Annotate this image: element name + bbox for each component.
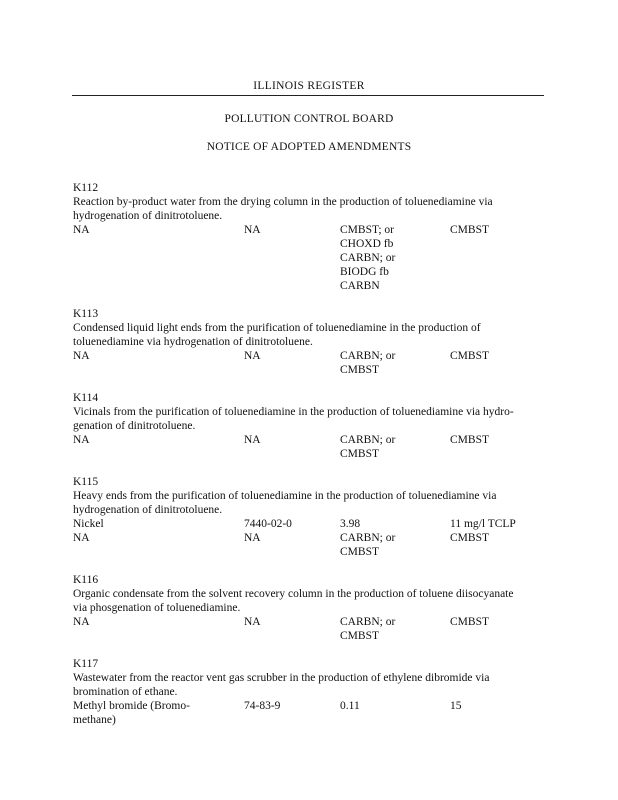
- constituent-row: [73, 615, 543, 643]
- constituent-name-line: NA: [73, 616, 90, 628]
- waste-description-line: Wastewater from the reactor vent gas scrubber in the production of ethylene dibromide via: [73, 672, 490, 684]
- constituent-name: [73, 433, 244, 461]
- cas-number-line: NA: [244, 224, 261, 236]
- constituent-row: [73, 433, 543, 461]
- wastewater-standard: [340, 517, 450, 531]
- wastewater-standard-line: CMBST: [340, 630, 379, 642]
- cas-number-line: NA: [244, 532, 261, 544]
- wastewater-standard-line: CARBN; or: [340, 532, 396, 544]
- cas-number-line: NA: [244, 616, 261, 628]
- wastewater-standard-line: 0.11: [340, 700, 360, 712]
- nonwastewater-standard-line: 11 mg/l TCLP: [450, 518, 516, 530]
- nonwastewater-standard: [450, 433, 543, 461]
- waste-entry: [73, 307, 543, 377]
- waste-code: K117: [73, 658, 99, 670]
- wastewater-standard: [340, 531, 450, 559]
- constituent-name: [73, 615, 244, 643]
- constituent-row: [73, 517, 543, 531]
- wastewater-standard: [340, 349, 450, 377]
- constituent-name-line: Methyl bromide (Bromo-: [73, 700, 190, 712]
- wastewater-standard: [340, 699, 450, 727]
- waste-description-line: genation of dinitrotoluene.: [73, 420, 196, 432]
- wastewater-standard-line: CARBN; or: [340, 350, 396, 362]
- wastewater-standard-line: CARBN; or: [340, 434, 396, 446]
- cas-number-line: NA: [244, 350, 261, 362]
- waste-code: K113: [73, 308, 99, 320]
- waste-description-line: Vicinals from the purification of toluenediamine in the production of toluenediamine via hydro-: [73, 406, 514, 418]
- constituent-row: [73, 223, 543, 293]
- cas-number: [244, 615, 340, 643]
- wastewater-standard-line: CARBN: [340, 280, 380, 292]
- cas-number-line: NA: [244, 434, 261, 446]
- wastewater-standard-line: BIODG fb: [340, 266, 389, 278]
- constituent-row: [73, 349, 543, 377]
- waste-description-line: hydrogenation of dinitrotoluene.: [73, 504, 223, 516]
- constituent-name-line: NA: [73, 532, 90, 544]
- cas-number: [244, 517, 340, 531]
- waste-description-line: Organic condensate from the solvent recovery column in the production of toluene diisocyanate: [73, 588, 514, 600]
- cas-number: [244, 699, 340, 727]
- waste-code: K114: [73, 392, 99, 404]
- wastewater-standard-line: 3.98: [340, 518, 361, 530]
- waste-code: K115: [73, 476, 99, 488]
- wastewater-standard: [340, 433, 450, 461]
- cas-number-line: 74-83-9: [244, 700, 281, 712]
- waste-entry: [73, 181, 543, 293]
- constituent-row: [73, 531, 543, 559]
- wastewater-standard-line: CMBST: [340, 448, 379, 460]
- nonwastewater-standard: [450, 223, 543, 293]
- cas-number: [244, 531, 340, 559]
- nonwastewater-standard-line: 15: [450, 700, 462, 712]
- wastewater-standard-line: CHOXD fb: [340, 238, 394, 250]
- waste-description-line: Reaction by-product water from the drying column in the production of toluenediamine via: [73, 196, 493, 208]
- page-header-title: ILLINOIS REGISTER: [253, 80, 365, 92]
- nonwastewater-standard: [450, 699, 543, 727]
- constituent-name-line: Nickel: [73, 518, 104, 530]
- constituent-name-line: NA: [73, 434, 90, 446]
- constituent-name: [73, 517, 244, 531]
- nonwastewater-standard-line: CMBST: [450, 532, 489, 544]
- nonwastewater-standard: [450, 517, 543, 531]
- waste-description-line: bromination of ethane.: [73, 686, 178, 698]
- wastewater-standard: [340, 223, 450, 293]
- nonwastewater-standard-line: CMBST: [450, 616, 489, 628]
- board-name: POLLUTION CONTROL BOARD: [224, 113, 394, 125]
- waste-code: K116: [73, 574, 99, 586]
- cas-number: [244, 433, 340, 461]
- waste-description-line: via phosgenation of toluenediamine.: [73, 602, 241, 614]
- wastewater-standard: [340, 615, 450, 643]
- wastewater-standard-line: CARBN; or: [340, 616, 396, 628]
- header-rule: [72, 95, 544, 96]
- waste-list: [73, 181, 543, 741]
- cas-number: [244, 349, 340, 377]
- nonwastewater-standard-line: CMBST: [450, 224, 489, 236]
- wastewater-standard-line: CMBST; or: [340, 224, 395, 236]
- constituent-name-line: NA: [73, 224, 90, 236]
- waste-description-line: toluenediamine via hydrogenation of dinitrotoluene.: [73, 336, 313, 348]
- constituent-name: [73, 223, 244, 293]
- cas-number: [244, 223, 340, 293]
- wastewater-standard-line: CARBN; or: [340, 252, 396, 264]
- notice-title: NOTICE OF ADOPTED AMENDMENTS: [206, 141, 412, 153]
- nonwastewater-standard-line: CMBST: [450, 350, 489, 362]
- constituent-row: [73, 699, 543, 727]
- constituent-name: [73, 349, 244, 377]
- nonwastewater-standard: [450, 531, 543, 559]
- nonwastewater-standard-line: CMBST: [450, 434, 489, 446]
- waste-description-line: Condensed liquid light ends from the purification of toluenediamine in the production of: [73, 322, 481, 334]
- waste-description-line: hydrogenation of dinitrotoluene.: [73, 210, 223, 222]
- waste-entry: [73, 475, 543, 559]
- wastewater-standard-line: CMBST: [340, 364, 379, 376]
- constituent-name-line: methane): [73, 714, 116, 726]
- constituent-name: [73, 699, 244, 727]
- nonwastewater-standard: [450, 615, 543, 643]
- waste-entry: [73, 657, 543, 727]
- waste-description-line: Heavy ends from the purification of toluenediamine in the production of toluenediamine via: [73, 490, 497, 502]
- nonwastewater-standard: [450, 349, 543, 377]
- constituent-name: [73, 531, 244, 559]
- waste-entry: [73, 573, 543, 643]
- constituent-name-line: NA: [73, 350, 90, 362]
- waste-code: K112: [73, 182, 99, 194]
- waste-entry: [73, 391, 543, 461]
- wastewater-standard-line: CMBST: [340, 546, 379, 558]
- cas-number-line: 7440-02-0: [244, 518, 292, 530]
